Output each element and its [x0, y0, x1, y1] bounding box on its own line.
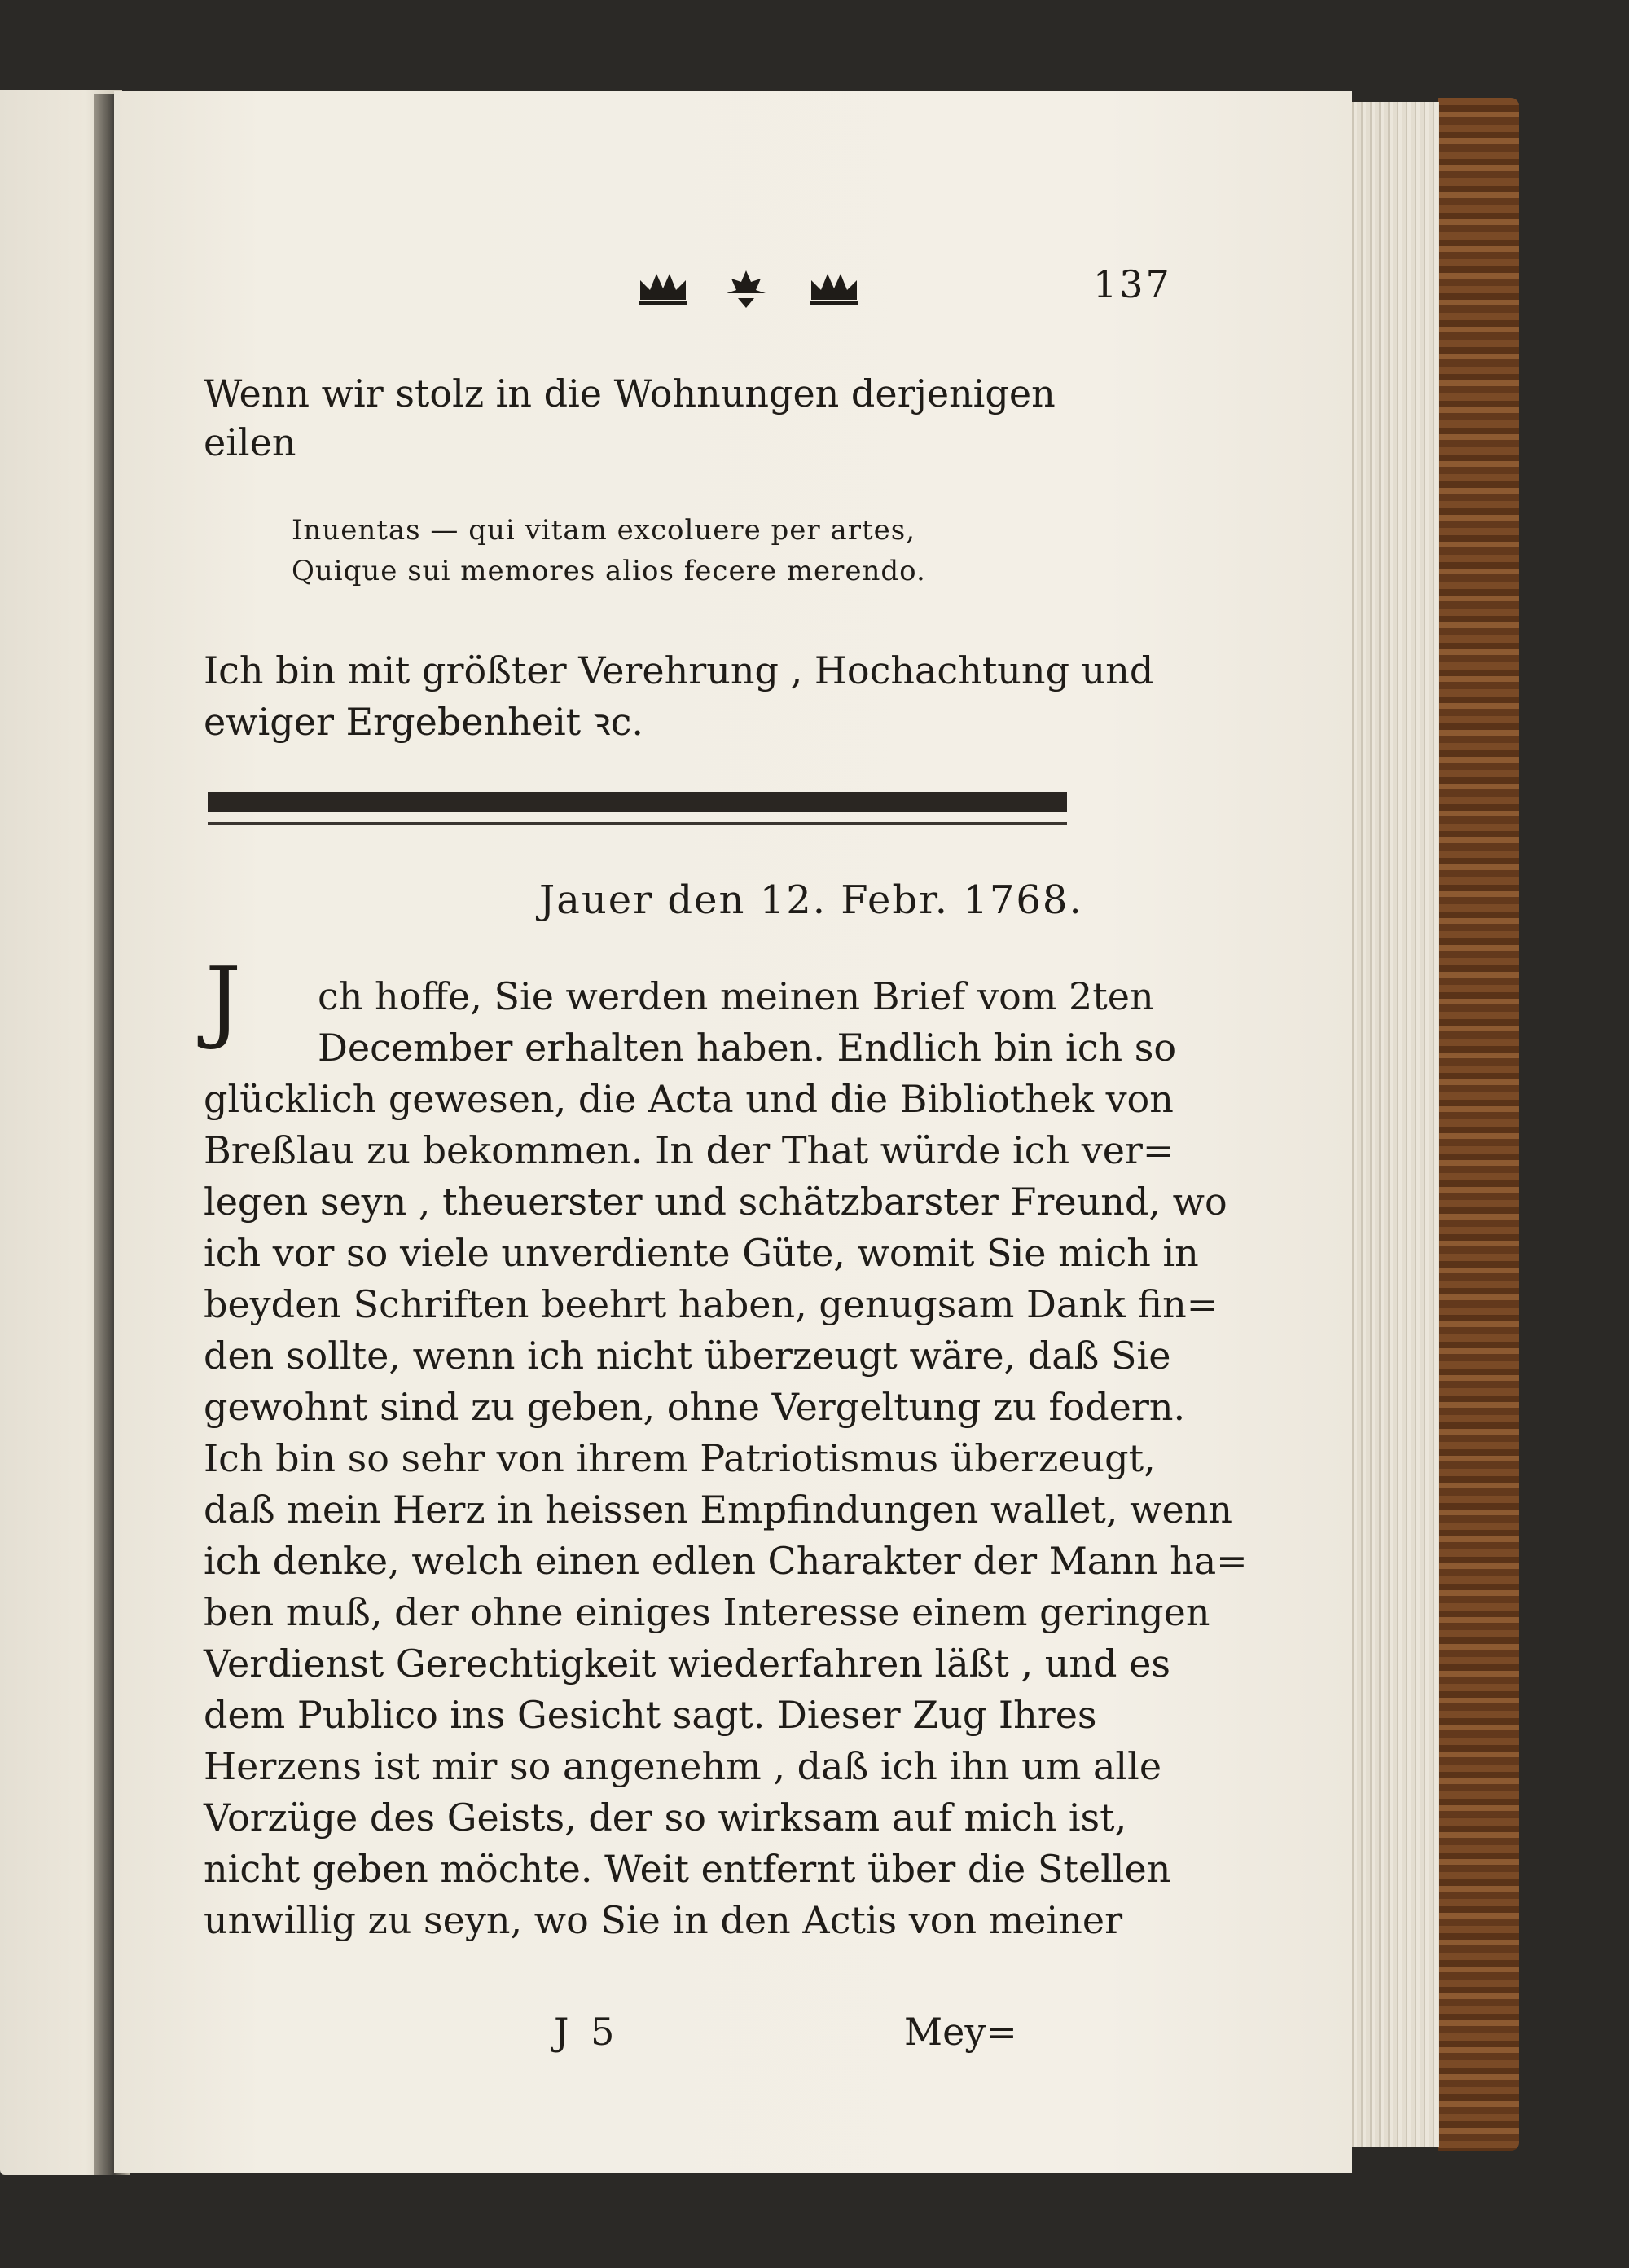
letter-line: Verdienst Gerechtigkeit wiederfahren läßt , und es [204, 1642, 1170, 1686]
letter-line: daß mein Herz in heissen Empfindungen wallet, wenn [204, 1488, 1233, 1532]
signature-mark: J 5 [554, 2010, 620, 2054]
letter-line: nicht geben möchte. Weit entfernt über die Stellen [204, 1847, 1171, 1891]
letter-line: Vorzüge des Geists, der so wirksam auf mich ist, [204, 1796, 1127, 1839]
intro-line: Wenn wir stolz in die Wohnungen derjenigen [204, 371, 1056, 415]
letter-line: Breßlau zu bekommen. In der That würde ich ver= [204, 1128, 1175, 1172]
section-divider-thin [208, 822, 1067, 825]
section-divider-thick [208, 792, 1067, 812]
book-page [114, 91, 1352, 2173]
latin-quote-line: Inuentas — qui vitam excoluere per artes, [292, 514, 916, 547]
drop-capital: J [205, 947, 242, 1052]
crown-ornament-icon [808, 269, 860, 306]
letter-line: den sollte, wenn ich nicht überzeugt wäre, daß Sie [204, 1334, 1171, 1378]
letter-line: unwillig zu seyn, wo Sie in den Actis von meiner [204, 1898, 1123, 1942]
letter-dateline: Jauer den 12. Febr. 1768. [539, 877, 1083, 923]
letter-line: glücklich gewesen, die Acta und die Bibliothek von [204, 1077, 1174, 1121]
letter-line: ich denke, welch einen edlen Charakter der Mann ha= [204, 1539, 1248, 1583]
book-cover-edge [1438, 98, 1519, 2151]
letter-line: gewohnt sind zu geben, ohne Vergeltung zu fodern. [204, 1385, 1186, 1429]
letter-line: Ich bin so sehr von ihrem Patriotismus überzeugt, [204, 1436, 1156, 1480]
page-block-edges [1348, 102, 1439, 2147]
letter-line: ich vor so viele unverdiente Güte, womit Sie mich in [204, 1231, 1199, 1275]
intro-line: eilen [204, 420, 296, 464]
closing-line: Ich bin mit größter Verehrung , Hochachtung und [204, 648, 1154, 692]
crown-ornament-icon [723, 269, 769, 310]
letter-line: legen seyn , theuerster und schätzbarster Freund, wo [204, 1180, 1227, 1224]
letter-line: ben muß, der ohne einiges Interesse einem geringen [204, 1590, 1210, 1634]
letter-line: December erhalten haben. Endlich bin ich so [318, 1026, 1177, 1070]
latin-quote-line: Quique sui memores alios fecere merendo. [292, 555, 926, 587]
catchword: Mey= [904, 2010, 1017, 2054]
letter-line: ch hoffe, Sie werden meinen Brief vom 2ten [318, 974, 1154, 1018]
letter-line: beyden Schriften beehrt haben, genugsam Dank fin= [204, 1282, 1218, 1326]
page-number: 137 [1093, 262, 1172, 306]
closing-line: ewiger Ergebenheit ꝛc. [204, 700, 643, 744]
letter-line: Herzens ist mir so angenehm , daß ich ihn um alle [204, 1744, 1162, 1788]
crown-ornament-icon [637, 269, 689, 306]
letter-line: dem Publico ins Gesicht sagt. Dieser Zug Ihres [204, 1693, 1097, 1737]
